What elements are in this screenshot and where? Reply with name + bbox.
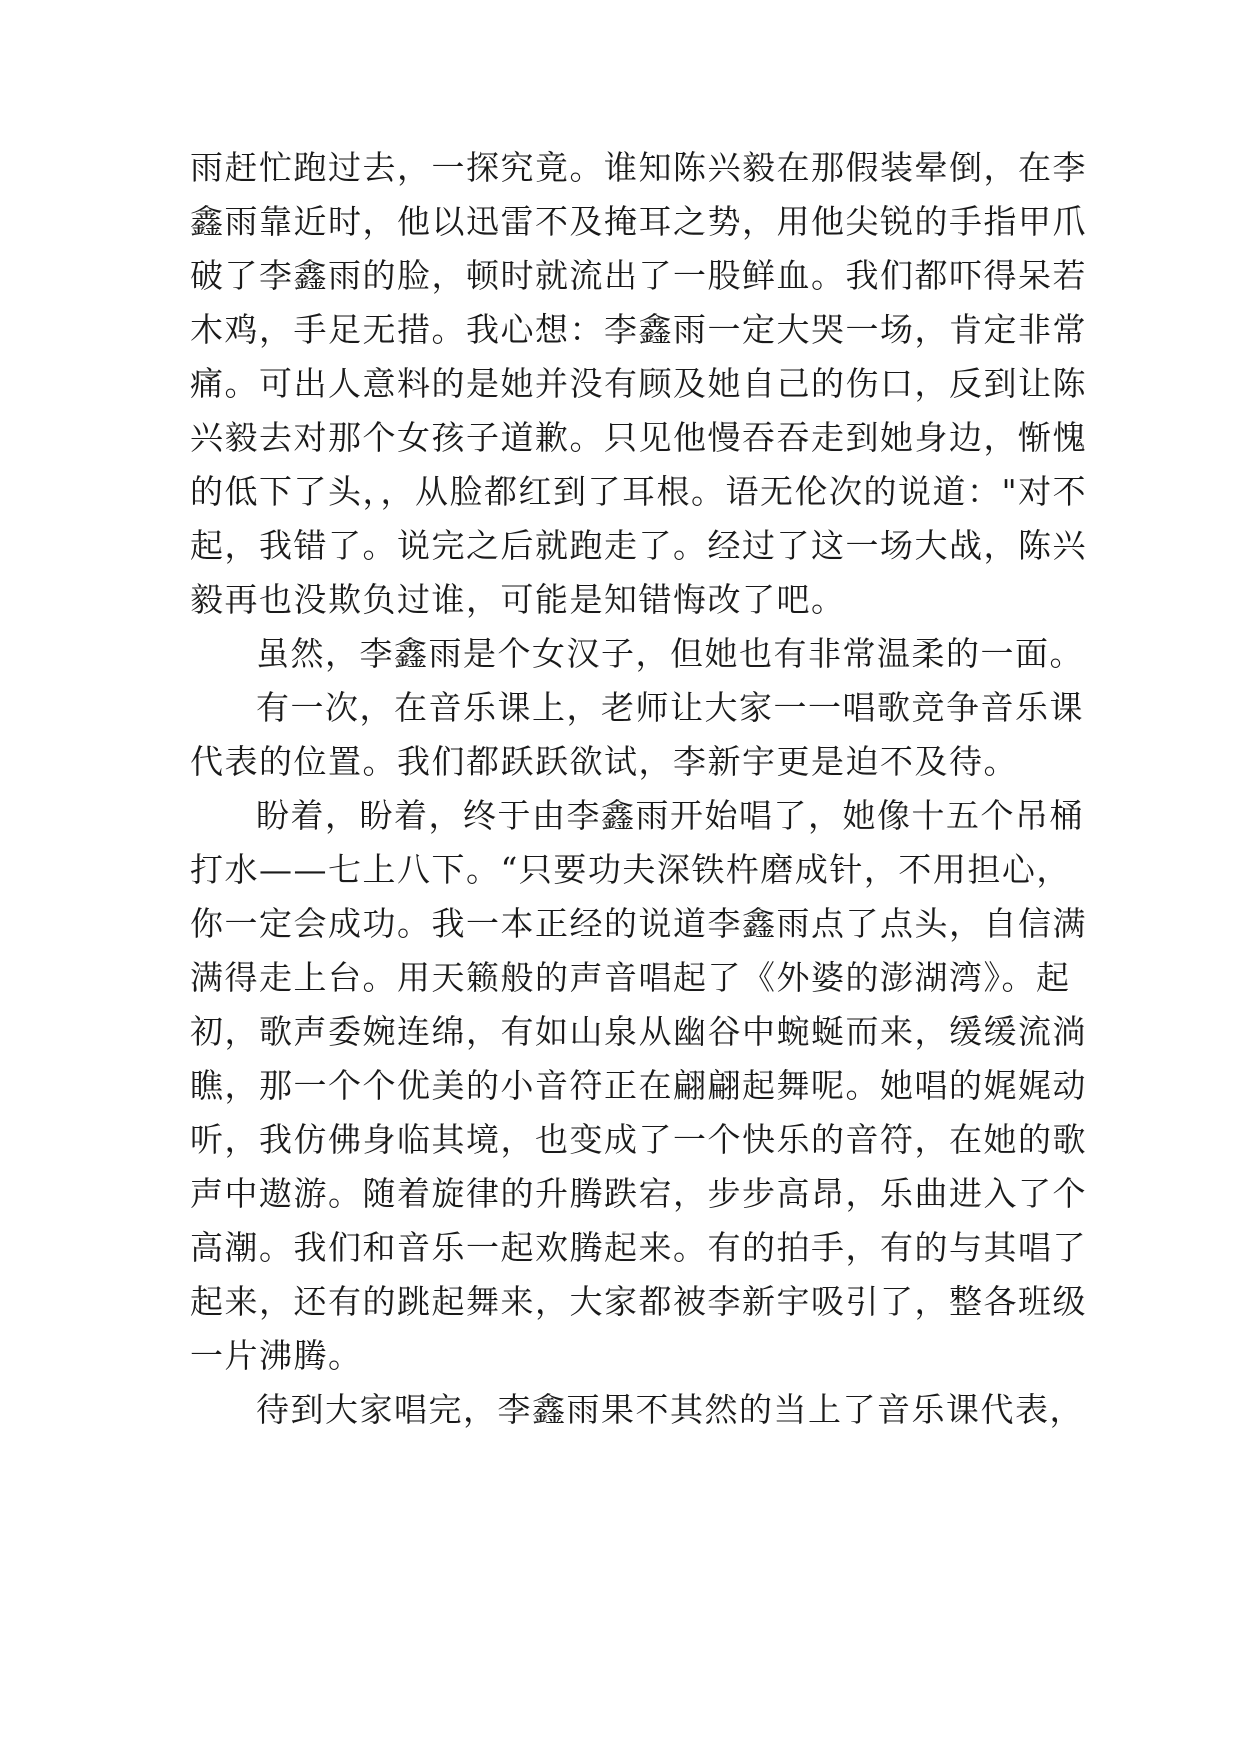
text-line: 满得走上台。用天籁般的声音唱起了《外婆的澎湖湾》。起 xyxy=(190,958,1071,997)
text-line: 的低下了头，，从脸都红到了耳根。语无伦次的说道："对不 xyxy=(190,472,1088,511)
text-line: 雨赶忙跑过去，一探究竟。谁知陈兴毅在那假装晕倒，在李 xyxy=(190,148,1087,187)
text-line: 鑫雨靠近时，他以迅雷不及掩耳之势，用他尖锐的手指甲爪 xyxy=(190,202,1087,241)
text-line: 打水——七上八下。“只要功夫深铁杵磨成针，不用担心， xyxy=(190,850,1071,889)
text-line: 起，我错了。说完之后就跑走了。经过了这一场大战，陈兴 xyxy=(190,526,1087,565)
text-line: 听，我仿佛身临其境，也变成了一个快乐的音符，在她的歌 xyxy=(190,1120,1087,1159)
text-line: 声中遨游。随着旋律的升腾跌宕，步步高昂，乐曲进入了个 xyxy=(190,1174,1087,1213)
text-line: 有一次，在音乐课上，老师让大家一一唱歌竞争音乐课 xyxy=(256,688,1084,727)
text-line: 一片沸腾。 xyxy=(190,1336,363,1375)
text-line: 瞧，那一个个优美的小音符正在翩翩起舞呢。她唱的娓娓动 xyxy=(190,1066,1087,1105)
text-line: 破了李鑫雨的脸，顿时就流出了一股鲜血。我们都吓得呆若 xyxy=(190,256,1087,295)
text-line: 代表的位置。我们都跃跃欲试，李新宇更是迫不及待。 xyxy=(190,742,1018,781)
text-line: 盼着，盼着，终于由李鑫雨开始唱了，她像十五个吊桶 xyxy=(256,796,1084,835)
text-line: 待到大家唱完，李鑫雨果不其然的当上了音乐课代表， xyxy=(256,1390,1084,1429)
text-line: 起来，还有的跳起舞来，大家都被李新宇吸引了，整各班级 xyxy=(190,1282,1087,1321)
text-line: 木鸡，手足无措。我心想：李鑫雨一定大哭一场，肯定非常 xyxy=(190,310,1087,349)
text-line: 高潮。我们和音乐一起欢腾起来。有的拍手，有的与其唱了 xyxy=(190,1228,1087,1267)
text-line: 兴毅去对那个女孩子道歉。只见他慢吞吞走到她身边，惭愧 xyxy=(190,418,1087,457)
text-line: 毅再也没欺负过谁，可能是知错悔改了吧。 xyxy=(190,580,846,619)
text-line: 虽然，李鑫雨是个女汉子，但她也有非常温柔的一面。 xyxy=(256,634,1084,673)
text-line: 痛。可出人意料的是她并没有顾及她自己的伤口，反到让陈 xyxy=(190,364,1087,403)
text-line: 初，歌声委婉连绵，有如山泉从幽谷中蜿蜒而来，缓缓流淌 xyxy=(190,1012,1087,1051)
text-line: 你一定会成功。我一本正经的说道李鑫雨点了点头，自信满 xyxy=(190,904,1087,943)
